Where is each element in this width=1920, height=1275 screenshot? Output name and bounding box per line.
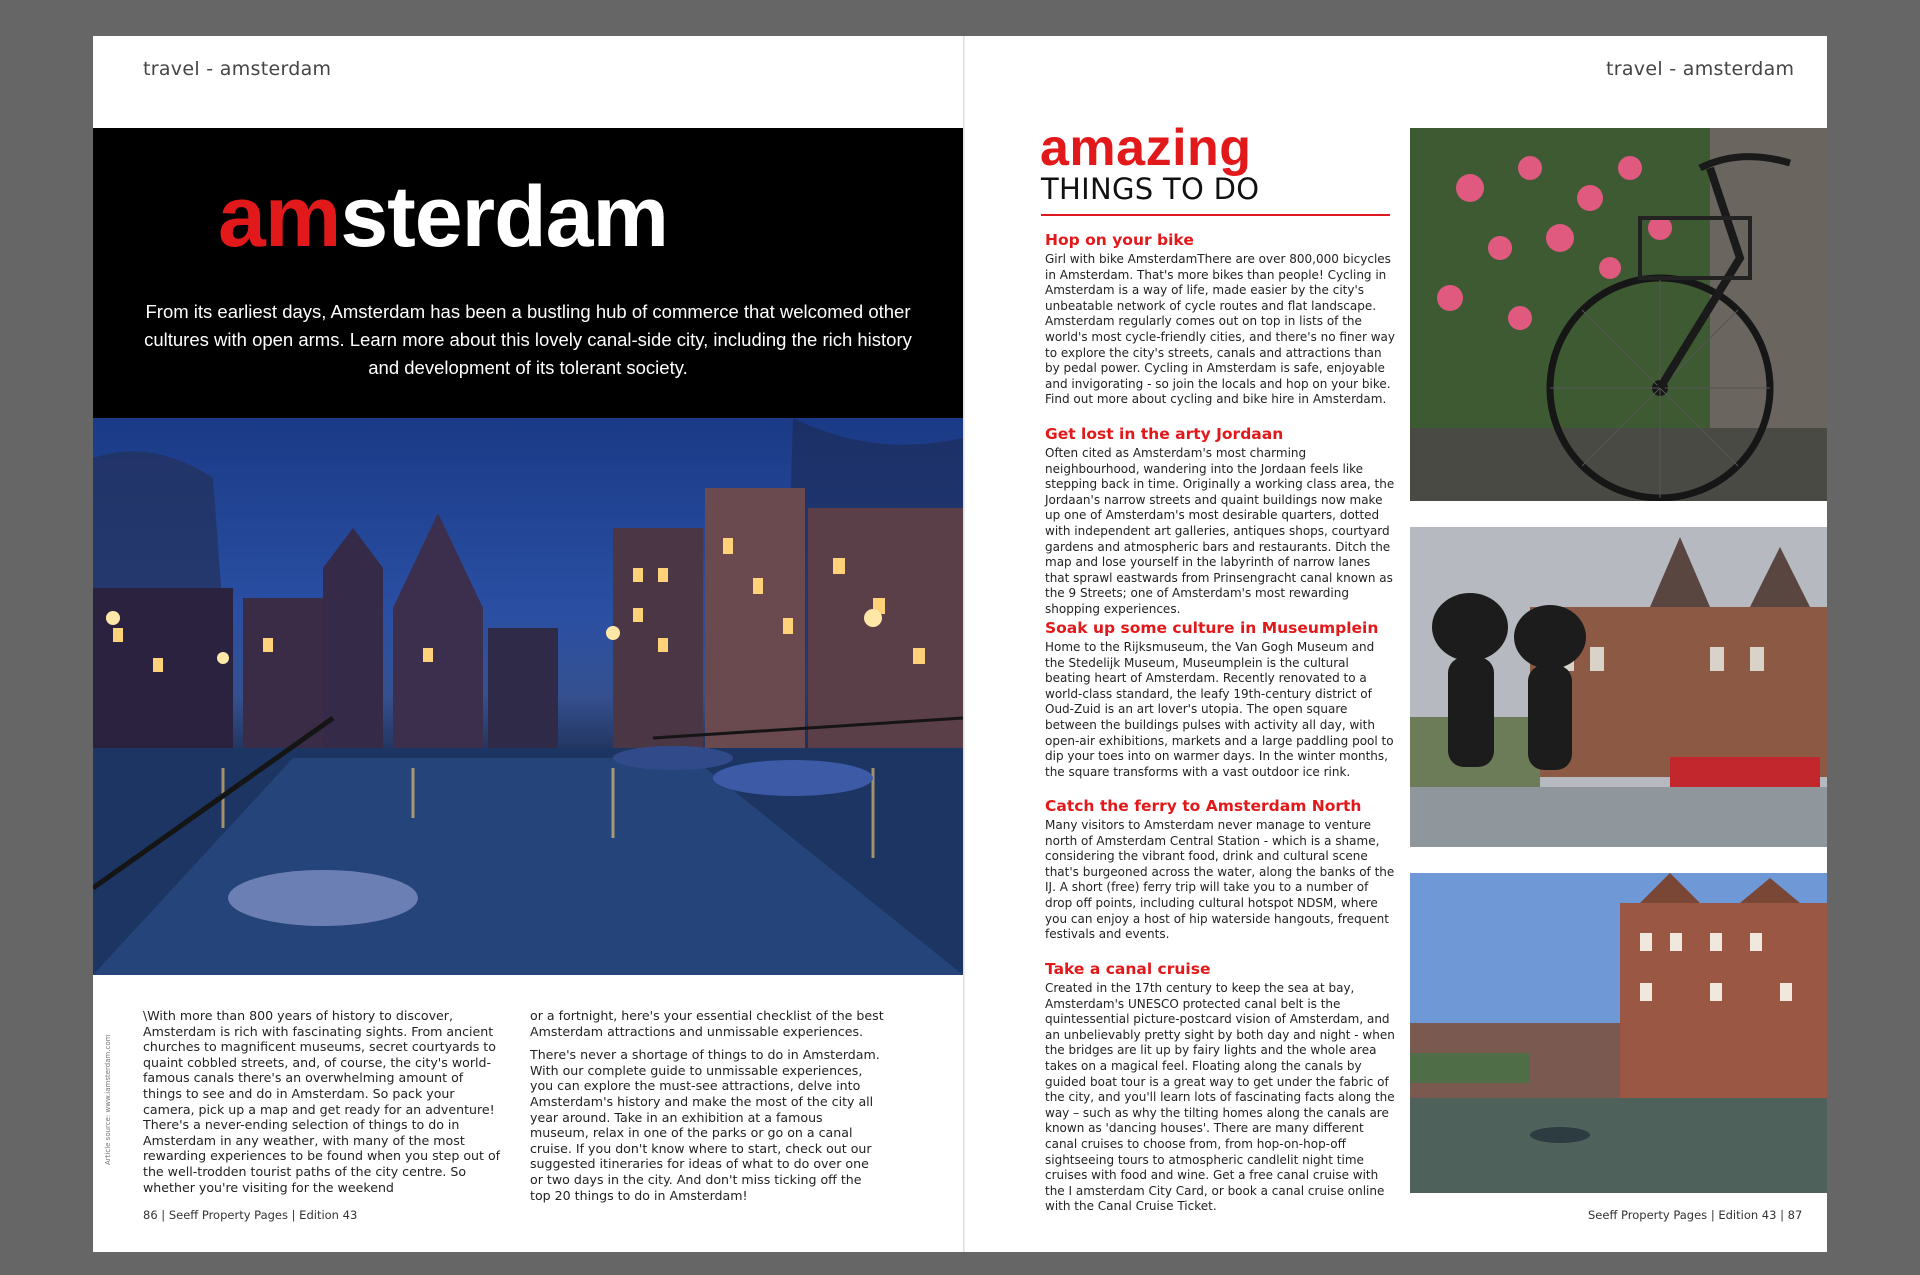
museum-illustration: [1410, 527, 1827, 847]
section-title: Hop on your bike: [1045, 231, 1194, 249]
hero-intro: From its earliest days, Amsterdam has been a bustling hub of commerce that welcomed other cultures with open arms. Learn more about this lovely canal-side city, including the rich history and development of its tolerant society.: [144, 301, 912, 378]
right-folio: Seeff Property Pages | Edition 43 | 87: [1588, 1208, 1803, 1222]
body-col1-text: \With more than 800 years of history to discover, Amsterdam is rich with fascinating sights. From ancient churches to magnificent museums, secret courtyards to quaint cobbled streets, and, of course, the city's world-famous canals there's an overwhelming amount of things to see and do in Amsterdam. So pack your camera, pick up a map and get ready for an adventure! There's a never-ending selection of things to do in Amsterdam in any weather, with many of the most rewarding experiences to be found when you step out of the well-trodden tourist paths of the city centre. So whether you're visiting for the weekend: [143, 1008, 501, 1195]
amazing-heading: amazing: [1040, 119, 1252, 177]
hero-title-white: sterdam: [340, 169, 668, 265]
article-source-credit: Article source: www.iamsterdam.com: [104, 1034, 112, 1165]
body-column-2: [530, 1008, 885, 1211]
section-text: Many visitors to Amsterdam never manage to venture north of Amsterdam Central Station - which is a shame, considering the vibrant food, drink and cultural scene that's burgeoned across the water, along the banks of the IJ. A short (free) ferry trip will take you to a number of drop off points, including cultural hotspot NDSM, where you can enjoy a host of hip waterside hangouts, frequent festivals and events.: [1045, 818, 1395, 942]
page-spine: [963, 36, 965, 1252]
section-text: Girl with bike AmsterdamThere are over 800,000 bicycles in Amsterdam. That's more bikes than people! Cycling in Amsterdam is a way of life, made easier by the city's unbeatable network of cycle routes and flat landscape. Amsterdam regularly comes out on top in lists of the world's most cycle-friendly cities, and there's no finer way to explore the city's streets, canals and attractions than by pedal power. Cycling in Amsterdam is safe, enjoyable and invigorating - so join the locals and hop on your bike. Find out more about cycling and bike hire in Amsterdam.: [1045, 252, 1395, 407]
section-jordaan: [1045, 425, 1397, 618]
heading-rule: [1041, 214, 1390, 216]
left-folio: 86 | Seeff Property Pages | Edition 43: [143, 1208, 358, 1222]
section-text: Created in the 17th century to keep the sea at bay, Amsterdam's UNESCO protected canal belt is the quintessential picture-postcard vision of Amsterdam, and an unbelievably pretty sight by both day and night - when the bridges are lit up by fairy lights and the whole area takes on a magical feel. Floating along the canals by guided boat tour is a great way to get under the fabric of the city, and you'll learn lots of fascinating facts along the way – such as why the tilting homes along the canals are known as 'dancing houses'. There are many different canal cruises to choose from, from hop-on-hop-off sightseeing tours to atmospheric candlelit night time cruises with food and wine. Get a free canal cruise with the I amsterdam City Card, or book a canal cruise online with the Canal Cruise Ticket.: [1045, 981, 1395, 1214]
section-title: Get lost in the arty Jordaan: [1045, 425, 1284, 443]
canal-buildings-photo: [1410, 873, 1827, 1193]
right-running-head: travel - amsterdam: [1606, 58, 1795, 80]
rijksmuseum-photo: [1410, 527, 1827, 847]
left-running-head: travel - amsterdam: [143, 58, 332, 80]
section-text: Often cited as Amsterdam's most charming neighbourhood, wandering into the Jordaan feels like stepping back in time. Originally a working class area, the Jordaan's narrow streets and quaint buildings now make up one of Amsterdam's most desirable quarters, dotted with independent art galleries, antiques shops, courtyard gardens and atmospheric bars and restaurants. Ditch the map and lose yourself in the labyrinth of narrow lanes that sprawl eastwards from Prinsengracht canal known as the 9 Streets; one of Amsterdam's most rewarding shopping experiences.: [1045, 446, 1395, 616]
section-canal-cruise: [1045, 960, 1397, 1215]
section-title: Take a canal cruise: [1045, 960, 1211, 978]
canal-night-photo: [93, 418, 963, 975]
section-title: Catch the ferry to Amsterdam North: [1045, 797, 1362, 815]
things-to-do-heading: THINGS TO DO: [1041, 172, 1260, 206]
hero-title-red: am: [218, 169, 341, 265]
body-col2-para1: or a fortnight, here's your essential checklist of the best Amsterdam attractions and unmissable experiences.: [530, 1008, 884, 1039]
bicycle-illustration: [1410, 128, 1827, 501]
section-title: Soak up some culture in Museumplein: [1045, 619, 1379, 637]
bicycle-roses-photo: [1410, 128, 1827, 501]
section-museumplein: [1045, 619, 1397, 780]
section-text: Home to the Rijksmuseum, the Van Gogh Museum and the Stedelijk Museum, Museumplein is the cultural beating heart of Amsterdam. Recently renovated to a world-class standard, the leafy 19th-century district of Oud-Zuid is an art lover's utopia. The open square between the buildings pulses with activity all day, with open-air exhibitions, markets and a large paddling pool to dip your toes into on warmer days. In the winter months, the square transforms with a vast outdoor ice rink.: [1045, 640, 1394, 779]
section-ferry: [1045, 797, 1397, 943]
body-col2-para2: There's never a shortage of things to do in Amsterdam. With our complete guide to unmissable experiences, you can explore the must-see attractions, delve into Amsterdam's history and make the most of the city all year around. Take in an exhibition at a famous museum, relax in one of the parks or go on a canal cruise. If you don't know where to start, check out our suggested itineraries for ideas of what to do over one or two days in the city. And don't miss ticking off the top 20 things to do in Amsterdam!: [530, 1047, 880, 1203]
canal-day-illustration: [1410, 873, 1827, 1193]
hero-banner: [93, 128, 963, 418]
hero-title: [8, 168, 878, 267]
section-bike: [1045, 231, 1397, 408]
canal-night-illustration: [93, 418, 963, 975]
body-column-1: [143, 1008, 503, 1203]
